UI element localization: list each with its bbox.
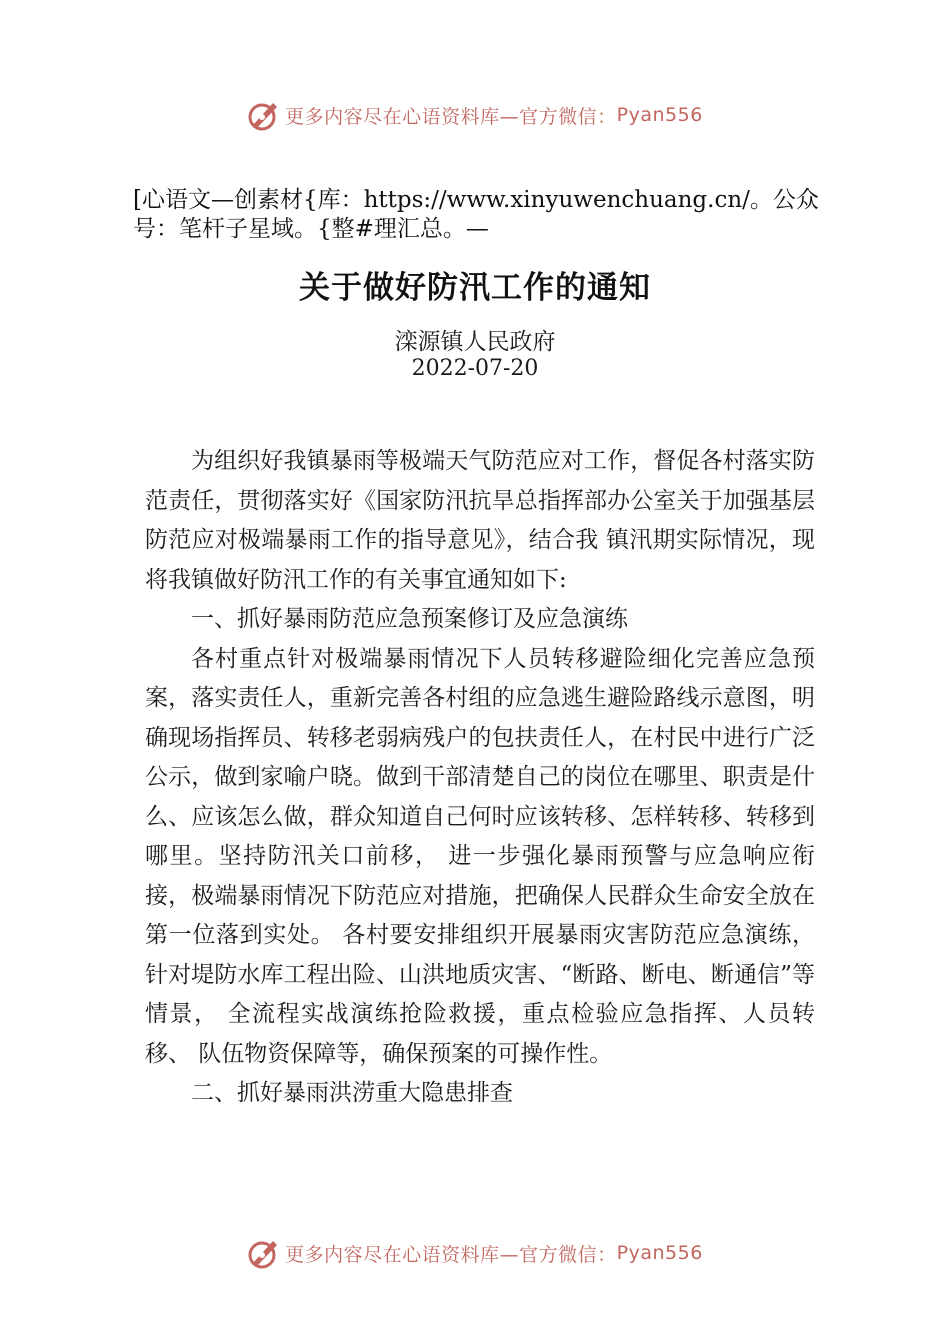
banner-text: 更多内容尽在心语资料库—官方微信： (285, 1243, 617, 1266)
issuing-organization: 滦源镇人民政府 (394, 329, 556, 355)
issue-date: 2022-07-20 (411, 356, 539, 381)
pen-nib-logo-icon (247, 1236, 281, 1270)
paragraph-section-1: 各村重点针对极端暴雨情况下人员转移避险细化完善应急预案，落实责任人，重新完善各村组的应急逃生避险路线示意图，明确现场指挥员、转移老弱病残户的包扶责任人，在村民中进行广泛公示，做到家喻户晓。做到干部清楚自己的岗位在哪里、职责是什么、应该怎么做，群众知道自己何时应该转移、怎样转移、转移到哪里。坚持防汛关口前移， 进一步强化暴雨预警与应急响应衔接，极端暴雨情况下防范应对措施，把确保人民群众生命安全放在第一位落到实处。 各村要安排组织开展暴雨灾害防范应急演练，针对堤防水库工程出险、山洪地质灾害、“断路、断电、断通信”等情景， 全流程实战演练抢险救援，重点检验应急指挥、人员转移、 队伍物资保障等，确保预案的可操作性。 (145, 645, 815, 1067)
document-body (145, 442, 815, 1114)
footer-banner (0, 1233, 950, 1273)
banner-wechat-id: Pyan556 (616, 104, 703, 126)
banner-text: 更多内容尽在心语资料库—官方微信： (285, 105, 617, 128)
header-banner (0, 95, 950, 135)
pen-nib-logo-icon (247, 98, 281, 132)
section-heading-1: 一、抓好暴雨防范应急预案修订及应急演练 (191, 606, 628, 632)
banner-wechat-id: Pyan556 (616, 1242, 703, 1264)
paragraph-intro: 为组织好我镇暴雨等极端天气防范应对工作，督促各村落实防范责任，贯彻落实好《国家防汛抗旱总指挥部办公室关于加强基层防范应对极端暴雨工作的指导意见》，结合我 镇汛期实际情况，现将我镇做好防汛工作的有关事宜通知如下: (145, 448, 815, 593)
document-title: 关于做好防汛工作的通知 (299, 270, 651, 306)
source-watermark-line: [心语文—创素材{库：https://www.xinyuwenchuang.cn/。公众号：笔杆子星域。{整#理汇总。— (133, 187, 819, 242)
section-heading-2: 二、抓好暴雨洪涝重大隐患排查 (191, 1080, 513, 1106)
